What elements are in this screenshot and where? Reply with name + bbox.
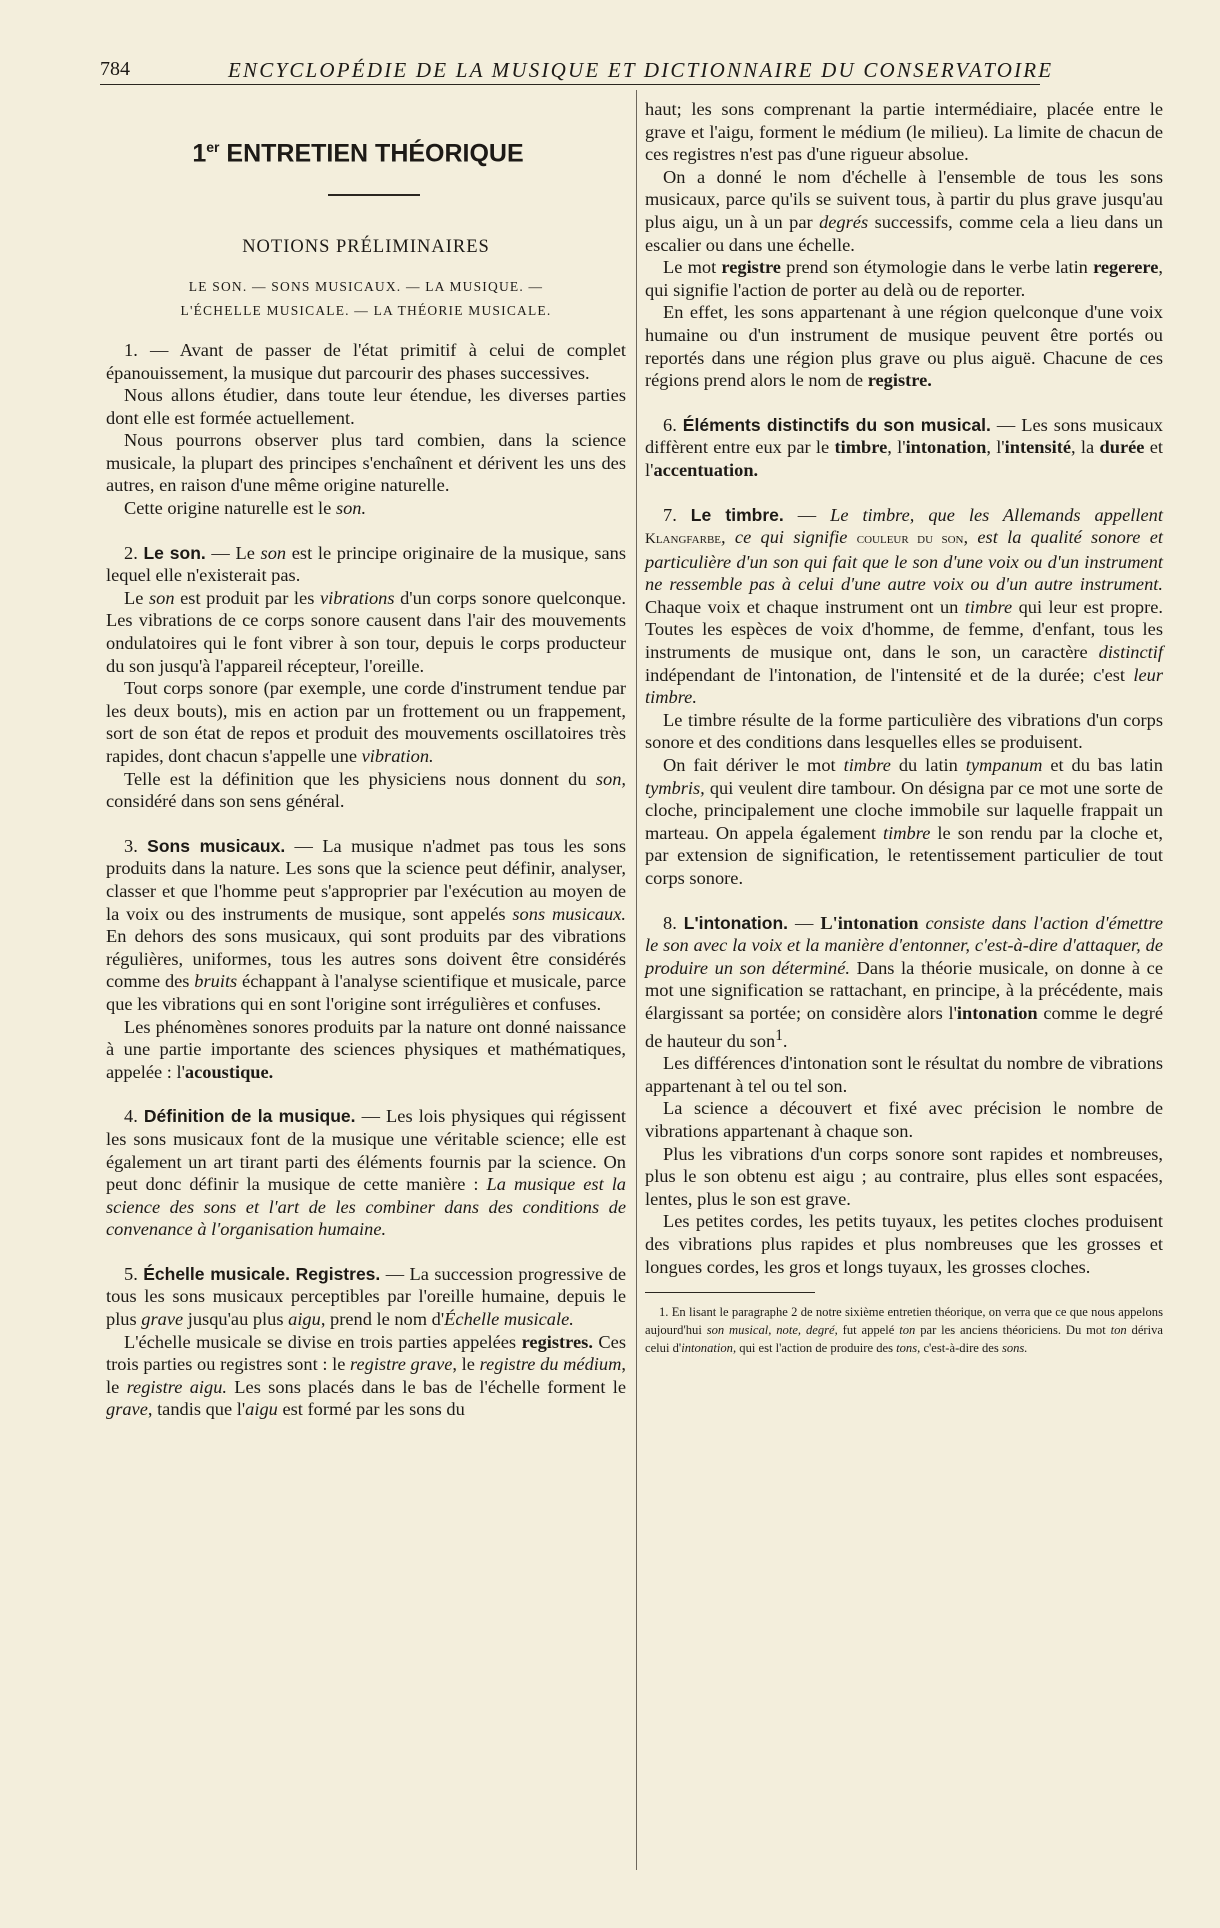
heading-rule	[328, 194, 420, 196]
section-title: Le son.	[143, 542, 206, 563]
notions-heading: NOTIONS PRÉLIMINAIRES	[242, 237, 490, 258]
paragraph: Les différences d'intonation sont le résultat du nombre de vibrations appartenant à tel ou tel son.	[645, 1053, 1163, 1096]
paragraph: On a donné le nom d'échelle à l'ensemble de tous les sons musicaux, parce qu'ils se suivent tous, à partir du plus grave jusqu'au plus aigu, un à un par degrés successifs, comme cela a lieu dans un escalier ou dans une échelle.	[645, 166, 1163, 255]
paragraph: Plus les vibrations d'un corps sonore sont rapides et nombreuses, plus le son obtenu est aigu ; au contraire, plus elles sont espacées, lentes, plus le son est grave.	[645, 1143, 1163, 1209]
paragraph: 8. L'intonation. — L'intonation consiste dans l'action d'émettre le son avec la voix et la manière d'entonner, c'est-à-dire d'attaquer, de produire un son déterminé. Dans la théorie musicale, on donne à ce mot une signification se rattachant, en principe, à la précédente, mais élargissant sa portée; on considère alors l'intonation comme le degré de hauteur du son$^1$.	[645, 912, 1163, 1051]
running-title: ENCYCLOPÉDIE DE LA MUSIQUE ET DICTIONNAIRE DU CONSERVATOIRE	[228, 58, 1054, 82]
paragraph: Les petites cordes, les petits tuyaux, les petites cloches produisent des vibrations plus rapides et plus nombreuses que les grosses et longues cordes, les gros et longs tuyaux, les grosses cloches.	[645, 1211, 1163, 1277]
section-title: Le timbre.	[690, 504, 784, 525]
left-column	[106, 100, 626, 1421]
entretien-heading: 1er ENTRETIEN THÉORIQUE	[192, 139, 524, 168]
paragraph: 1. — Avant de passer de l'état primitif à celui de complet épanouissement, la musique dut parcourir des phases successives.	[106, 339, 626, 383]
paragraph: L'échelle musicale se divise en trois parties appelées registres. Ces trois parties ou registres sont : le registre grave, le registre du médium, le registre aigu. Les sons placés dans le bas de l'échelle forment le grave, tandis que l'aigu est formé par les sons du	[106, 1331, 627, 1420]
paragraph: 7. Le timbre. — Le timbre, que les Allemands appellent Klangfarbe, ce qui signifie couleur du son, est la qualité sonore et particulière d'un son qui fait que le son d'une voix ou d'un instrument ne ressemble pas à celui d'une autre voix ou d'un autre instrument. Chaque voix et chaque instrument ont un timbre qui leur est propre. Toutes les espèces de voix d'homme, de femme, d'enfant, tous les instruments de musique ont, dans le son, un caractère distinctif indépendant de l'intonation, de l'intensité et de la durée; c'est leur timbre.	[645, 504, 1163, 708]
page-number: 784	[100, 58, 130, 80]
paragraph: Le timbre résulte de la forme particulière des vibrations d'un corps sonore et des conditions dans lesquelles elles se produisent.	[645, 709, 1163, 753]
paragraph: Le son est produit par les vibrations d'un corps sonore quelconque. Les vibrations de ce corps sonore causent dans l'air des mouvements ondulatoires qui le font vibrer à son tour, depuis le corps producteur du son jusqu'à l'appareil récepteur, l'oreille.	[106, 587, 626, 676]
paragraph: Nous pourrons observer plus tard combien, dans la science musicale, la plupart des principes s'enchaînent et dérivent les uns des autres, en raison d'une même origine naturelle.	[106, 430, 626, 496]
section-4	[106, 1105, 626, 1241]
paragraph: 3. Sons musicaux. — La musique n'admet pas tous les sons produits dans la nature. Les sons que la science peut définir, analyser, classer et que l'homme peut s'approprier par l'exécution au moyen de la voix ou des instruments de musique, sont appelés sons musicaux. En dehors des sons musicaux, qui sont produits par des vibrations régulières, uniformes, tous les autres sons doivent être considérés comme des bruits échappant à l'analyse scientifique et musicale, parce que les vibrations qui en sont l'origine sont irrégulières et confuses.	[106, 835, 627, 1014]
section-title: Échelle musicale. Registres.	[143, 1263, 381, 1284]
footnote-rule	[645, 1292, 815, 1293]
section-title: Définition de la musique.	[143, 1106, 356, 1127]
section-5	[106, 1263, 626, 1421]
summary: LE SON. — SONS MUSICAUX. — LA MUSIQUE. — L'ÉCHELLE MUSICALE. — LA THÉORIE MUSICALE.	[180, 278, 552, 318]
paragraph: En effet, les sons appartenant à une région quelconque d'une voix humaine ou d'un instrument de musique peuvent être portés ou reportés dans une région plus grave ou plus aiguë. Chacune de ces régions prend alors le nom de registre.	[645, 302, 1163, 391]
section-1	[106, 339, 626, 520]
paragraph: 6. Éléments distinctifs du son musical. — Les sons musicaux diffèrent entre eux par le timbre, l'intonation, l'intensité, la durée et l'accentuation.	[645, 414, 1163, 480]
column-divider	[636, 90, 637, 1870]
paragraph: La science a découvert et fixé avec précision le nombre de vibrations appartenant à chaque son.	[645, 1098, 1163, 1142]
section-title: L'intonation.	[683, 912, 789, 933]
section-title: Sons musicaux.	[147, 835, 286, 856]
paragraph: Le mot registre prend son étymologie dans le verbe latin regerere, qui signifie l'action de porter au delà ou de reporter.	[645, 257, 1164, 300]
page-header	[100, 58, 1054, 85]
paragraph: Cette origine naturelle est le son.	[124, 498, 367, 519]
section-2	[106, 542, 626, 813]
section-6	[645, 414, 1163, 482]
section-8	[645, 912, 1163, 1279]
section-5-continued	[645, 98, 1163, 392]
footnote-ref: 1	[775, 1026, 783, 1044]
paragraph: 2. Le son. — Le son est le principe originaire de la musique, sans lequel elle n'existerait pas.	[106, 542, 626, 586]
right-column	[645, 98, 1163, 1357]
paragraph: On fait dériver le mot timbre du latin tympanum et du bas latin tymbris, qui veulent dire tambour. On désigna par ce mot une sorte de cloche, principalement une cloche immobile sur laquelle frappait un marteau. On appela également timbre le son rendu par la cloche et, par extension de signification, le retentissement particulier de tout corps sonore.	[645, 755, 1163, 888]
section-3	[106, 835, 626, 1084]
section-7	[645, 504, 1163, 890]
paragraph: Tout corps sonore (par exemple, une corde d'instrument tendue par les deux bouts), mis en action par un frottement ou un frappement, sort de son état de repos et produit des mouvements oscillatoires très rapides, dont chacun s'appelle une vibration.	[106, 678, 626, 767]
paragraph: Telle est la définition que les physiciens nous donnent du son, considéré dans son sens général.	[106, 768, 626, 812]
footnote: 1. En lisant le paragraphe 2 de notre sixième entretien théorique, on verra que ce que nous appelons aujourd'hui son musical, note, degré, fut appelé ton par les anciens théoriciens. Du mot ton dériva celui d'intonation, qui est l'action de produire des tons, c'est-à-dire des sons.	[645, 1305, 1164, 1356]
paragraph: Nous allons étudier, dans toute leur étendue, les diverses parties dont elle est formée actuellement.	[106, 385, 626, 428]
paragraph: 4. Définition de la musique. — Les lois physiques qui régissent les sons musicaux font de la musique une véritable science; elle est également un art tirant parti des éléments fournis par la science. On peut donc définir la musique de cette manière : La musique est la science des sons et l'art de les combiner dans des conditions de convenance à l'organisation humaine.	[106, 1106, 626, 1240]
paragraph: haut; les sons comprenant la partie intermédiaire, placée entre le grave et l'aigu, forment le médium (le milieu). La limite de chacun de ces registres n'est pas d'une rigueur absolue.	[645, 99, 1163, 165]
paragraph: Les phénomènes sonores produits par la nature ont donné naissance à une partie importante des sciences physiques et mathématiques, appelée : l'acoustique.	[106, 1016, 626, 1082]
section-title: Éléments distinctifs du son musical.	[682, 414, 991, 435]
paragraph: 5. Échelle musicale. Registres. — La succession progressive de tous les sons musicaux perceptibles par l'oreille humaine, depuis le plus grave jusqu'au plus aigu, prend le nom d'Échelle musicale.	[106, 1263, 626, 1330]
